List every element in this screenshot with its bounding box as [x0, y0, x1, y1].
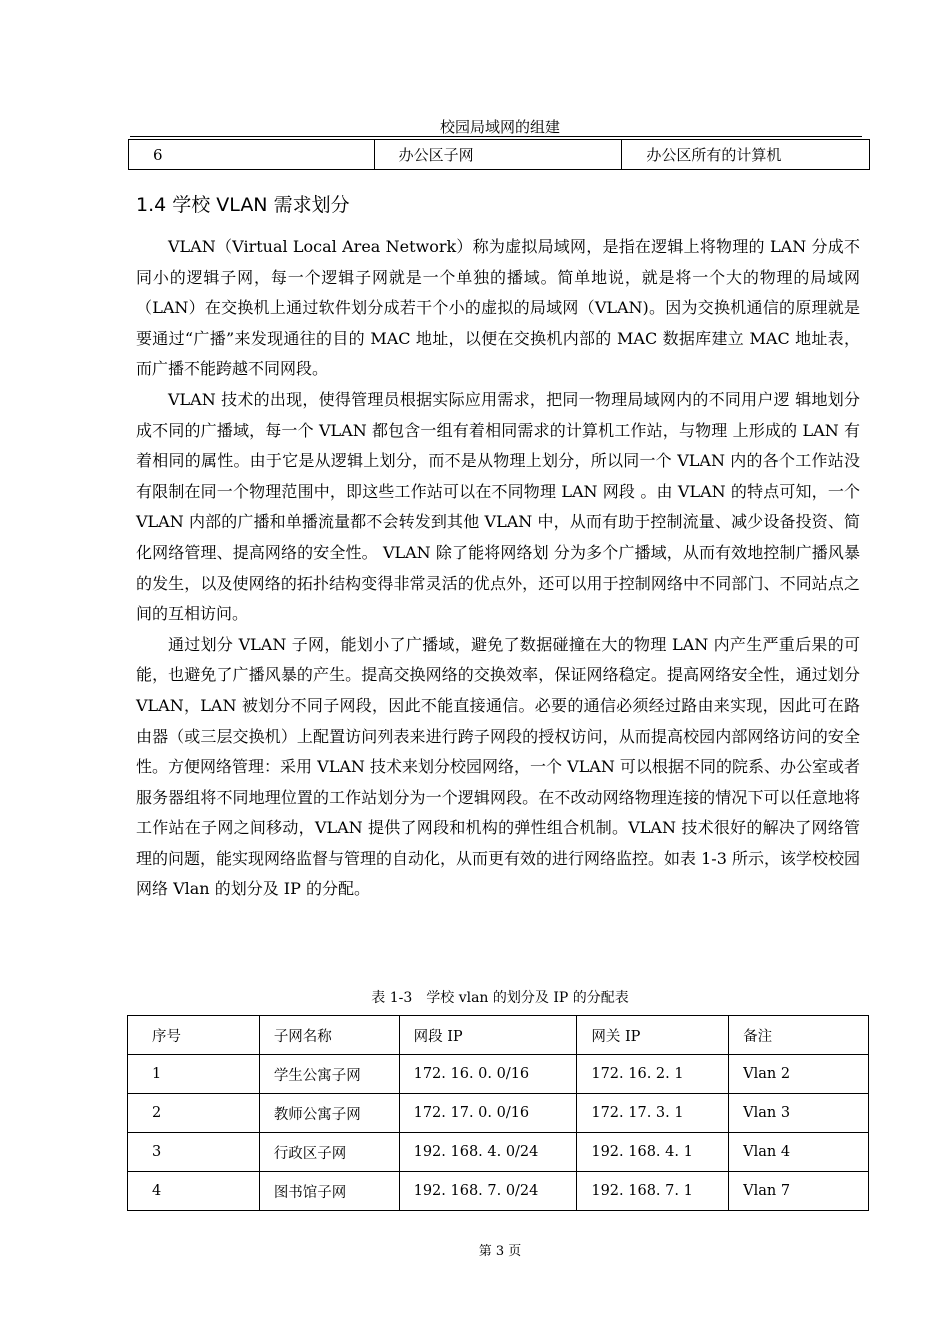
page-header: 校园局域网的组建 [439, 118, 560, 136]
table-cell: 图书馆子网 [259, 1172, 399, 1211]
body-text [136, 232, 860, 905]
table-cell: 3 [128, 1133, 260, 1172]
table-cell: 学生公寓子网 [259, 1055, 399, 1094]
section-title: 1.4 学校 VLAN 需求划分 [136, 194, 350, 216]
table-cell: 192. 168. 4. 1 [577, 1133, 729, 1172]
table-row [129, 140, 870, 170]
table-cell: 172. 16. 2. 1 [577, 1055, 729, 1094]
table-cell: Vlan 7 [729, 1172, 869, 1211]
paragraph: VLAN（Virtual Local Area Network）称为虚拟局域网，是指在逻辑上将物理的 LAN 分成不同小的逻辑子网，每一个逻辑子网就是一个单独的播域。简单地说，就是将一个大的物理的局域网（LAN）在交换机上通过软件划分成若干个小的虚拟的局域网（VLAN)。因为交换机通信的原理就是要通过“广播”来发现通往的目的 MAC 地址，以便在交换机内部的 MAC 数据库建立 MAC 地址表，而广播不能跨越不同网段。 [136, 237, 860, 379]
table-cell: 办公区子网 [374, 140, 622, 170]
column-header: 备注 [729, 1016, 869, 1055]
table-row [128, 1172, 869, 1211]
page-number: 第 3 页 [478, 1244, 522, 1259]
previous-table-continuation [128, 139, 870, 170]
table-row [128, 1055, 869, 1094]
table-cell: Vlan 3 [729, 1094, 869, 1133]
table-row [128, 1133, 869, 1172]
table-cell: 4 [128, 1172, 260, 1211]
table-cell: Vlan 2 [729, 1055, 869, 1094]
header-rule [130, 136, 862, 137]
table-cell: 172. 17. 3. 1 [577, 1094, 729, 1133]
table-cell: 办公区所有的计算机 [622, 140, 870, 170]
table-cell: 192. 168. 7. 1 [577, 1172, 729, 1211]
table-cell: 172. 17. 0. 0/16 [399, 1094, 577, 1133]
column-header: 子网名称 [259, 1016, 399, 1055]
paragraph: 通过划分 VLAN 子网，能划小了广播域，避免了数据碰撞在大的物理 LAN 内产生严重后果的可能，也避免了广播风暴的产生。提高交换网络的交换效率，保证网络稳定。提高网络安全性，通过划分 VLAN，LAN 被划分不同子网段，因此不能直接通信。必要的通信必须经过路由来实现，因此可在路由器（或三层交换机）上配置访问列表来进行跨子网段的授权访问，从而提高校园内部网络访问的安全性。方便网络管理：采用 VLAN 技术来划分校园网络，一个 VLAN 可以根据不同的院系、办公室或者服务器组将不同地理位置的工作站划分为一个逻辑网段。在不改动网络物理连接的情况下可以任意地将工作站在子网之间移动，VLAN 提供了网段和机构的弹性组合机制。VLAN 技术很好的解决了网络管理的问题，能实现网络监督与管理的自动化，从而更有效的进行网络监控。如表 1-3 所示，该学校校园网络 Vlan 的划分及 IP 的分配。 [136, 634, 860, 899]
table-cell: 192. 168. 4. 0/24 [399, 1133, 577, 1172]
column-header: 网段 IP [399, 1016, 577, 1055]
table-cell: 行政区子网 [259, 1133, 399, 1172]
table-cell: 教师公寓子网 [259, 1094, 399, 1133]
table-cell: 6 [129, 140, 375, 170]
paragraph: VLAN 技术的出现，使得管理员根据实际应用需求，把同一物理局域网内的不同用户逻 辑地划分成不同的广播域，每一个 VLAN 都包含一组有着相同需求的计算机工作站，与物理 上形成的 LAN 有着相同的属性。由于它是从逻辑上划分，而不是从物理上划分，所以同一个 VLAN 内的各个工作站没有限制在同一个物理范围中，即这些工作站可以在不同物理 LAN 网段 。由 VLAN 的特点可知，一个 VLAN 内部的广播和单播流量都不会转发到其他 VLAN 中，从而有助于控制流量、减少设备投资、简化网络管理、提高网络的安全性。 VLAN 除了能将网络划 分为多个广播域，从而有效地控制广播风暴的发生，以及使网络的拓扑结构变得非常灵活的优点外，还可以用于控制网络中不同部门、不同站点之间的互相访问。 [136, 389, 860, 624]
column-header: 网关 IP [577, 1016, 729, 1055]
table-cell: 2 [128, 1094, 260, 1133]
table-caption: 表 1-3 学校 vlan 的划分及 IP 的分配表 [371, 990, 629, 1006]
table-cell: 192. 168. 7. 0/24 [399, 1172, 577, 1211]
table-row [128, 1094, 869, 1133]
table-cell: Vlan 4 [729, 1133, 869, 1172]
table-cell: 1 [128, 1055, 260, 1094]
column-header: 序号 [128, 1016, 260, 1055]
vlan-table [127, 1015, 869, 1211]
table-header-row [128, 1016, 869, 1055]
table-cell: 172. 16. 0. 0/16 [399, 1055, 577, 1094]
